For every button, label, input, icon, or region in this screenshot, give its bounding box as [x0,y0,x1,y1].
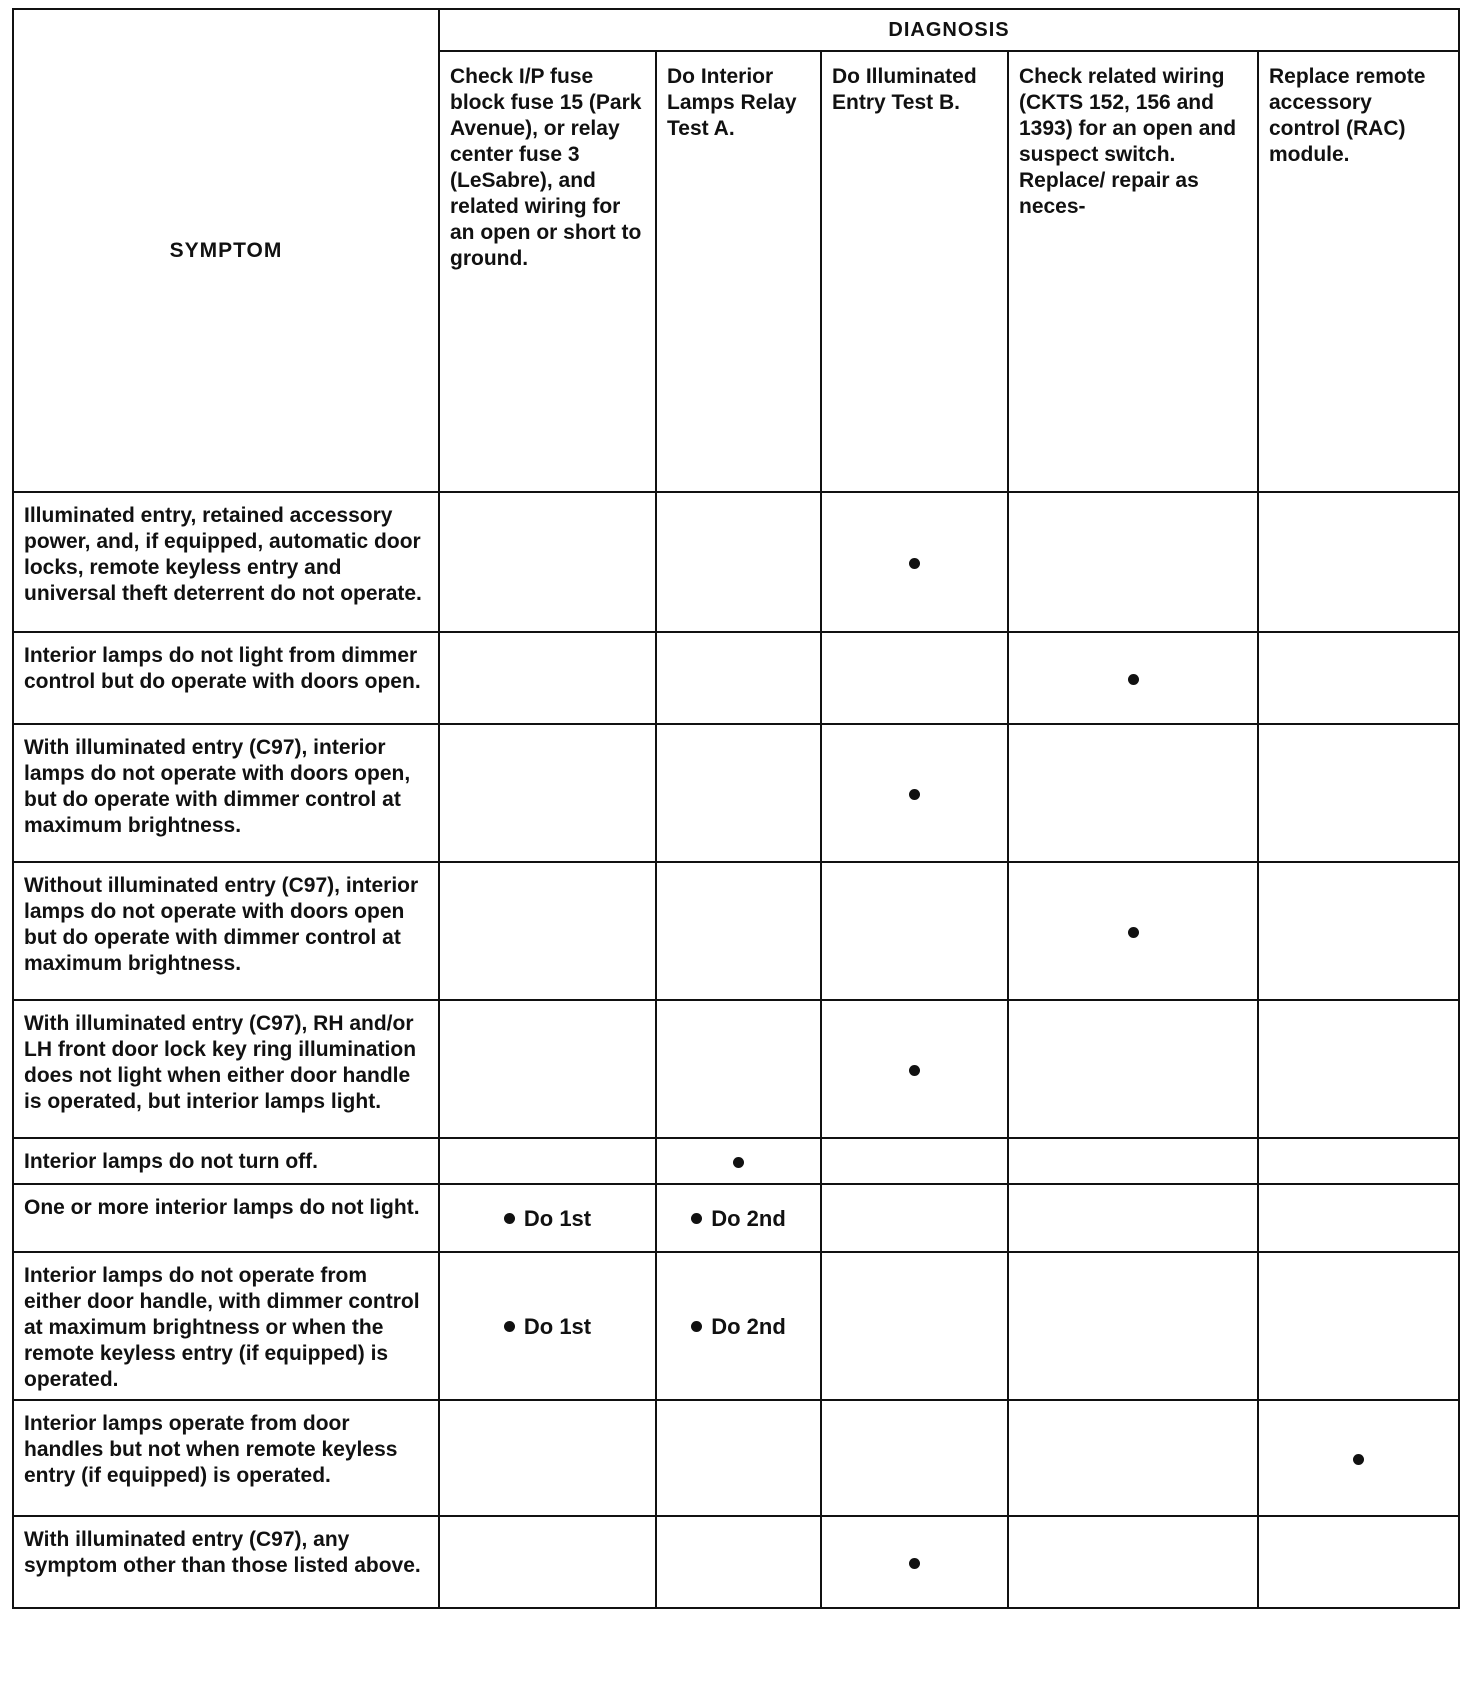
table-row [13,1138,1459,1184]
table-row [13,632,1459,724]
diagnosis-mark-cell [656,1516,821,1608]
diagnosis-mark-cell [1258,1516,1459,1608]
diagnosis-mark-cell [656,1184,821,1252]
diagnosis-mark-cell [821,724,1008,862]
diagnosis-mark-cell [439,1400,656,1516]
diagnosis-column-rac-replace: Replace remote accessory control (RAC) module. [1258,51,1459,492]
table-header-row-top [13,9,1459,51]
diagnosis-mark-cell [656,1138,821,1184]
table-body [13,492,1459,1608]
bullet-dot-icon [909,1558,920,1569]
diagnosis-mark-cell [1258,1000,1459,1138]
diagnosis-mark-cell [1258,1400,1459,1516]
diagnosis-header: DIAGNOSIS [439,9,1459,51]
diagnosis-mark-cell [821,1400,1008,1516]
diagnosis-table [12,8,1460,1609]
diagnosis-mark-cell [1008,1516,1258,1608]
diagnosis-mark-cell [821,1138,1008,1184]
table-row [13,1000,1459,1138]
diagnosis-mark-cell [821,1000,1008,1138]
diagnosis-mark-cell [439,1252,656,1400]
diagnosis-mark-cell [1008,1252,1258,1400]
diagnosis-mark-cell [439,862,656,1000]
diagnosis-mark-cell [439,492,656,632]
table-row [13,862,1459,1000]
diagnosis-mark-cell [656,1400,821,1516]
symptom-cell: With illuminated entry (C97), interior lamps do not operate with doors open, but do operate with dimmer control at maximum brightness. [13,724,439,862]
bullet-dot-icon [909,1065,920,1076]
diagnosis-column-wiring-check: Check related wiring (CKTS 152, 156 and 1393) for an open and suspect switch. Replace/ repair as neces- [1008,51,1258,492]
symptom-cell: Interior lamps do not turn off. [13,1138,439,1184]
diagnosis-mark-cell [821,1252,1008,1400]
diagnosis-mark-cell [1258,1252,1459,1400]
diagnosis-mark-cell [821,632,1008,724]
bullet-dot-icon [733,1157,744,1168]
symptom-cell: One or more interior lamps do not light. [13,1184,439,1252]
step-order-label: Do 2nd [711,1205,786,1231]
diagnosis-mark-cell [821,862,1008,1000]
diagnosis-mark-cell [821,1516,1008,1608]
diagnosis-mark-cell [1258,862,1459,1000]
diagnosis-mark-cell [1008,862,1258,1000]
diagnosis-column-relay-test: Do Interior Lamps Relay Test A. [656,51,821,492]
diagnosis-mark-cell [1008,1000,1258,1138]
symptom-cell: Interior lamps do not light from dimmer control but do operate with doors open. [13,632,439,724]
diagnosis-mark-cell [656,724,821,862]
diagnosis-mark-cell [1008,724,1258,862]
diagnosis-mark-cell [439,1516,656,1608]
bullet-dot-icon [1128,674,1139,685]
diagnosis-mark-cell [439,1184,656,1252]
bullet-dot-icon [504,1213,515,1224]
diagnosis-column-entry-test: Do Illuminated Entry Test B. [821,51,1008,492]
step-order-label: Do 1st [523,1313,592,1339]
bullet-dot-icon [691,1321,702,1332]
diagnosis-mark-cell [439,1000,656,1138]
symptom-cell: Interior lamps do not operate from either door handle, with dimmer control at maximum brightness or when the remote keyless entry (if equipped) is operated. [13,1252,439,1400]
diagnosis-mark-cell [821,1184,1008,1252]
bullet-dot-icon [1353,1454,1364,1465]
diagnosis-mark-cell [1258,1184,1459,1252]
bullet-dot-icon [504,1321,515,1332]
bullet-dot-icon [1128,927,1139,938]
symptom-cell: Illuminated entry, retained accessory power, and, if equipped, automatic door locks, remote keyless entry and universal theft deterrent do not operate. [13,492,439,632]
symptom-column-header: SYMPTOM [13,9,439,492]
symptom-cell: Interior lamps operate from door handles but not when remote keyless entry (if equipped) is operated. [13,1400,439,1516]
diagnosis-mark-cell [821,492,1008,632]
diagnosis-mark-cell [1008,632,1258,724]
symptom-cell: With illuminated entry (C97), RH and/or LH front door lock key ring illumination does not light when either door handle is operated, but interior lamps light. [13,1000,439,1138]
symptom-cell: Without illuminated entry (C97), interior lamps do not operate with doors open but do operate with dimmer control at maximum brightness. [13,862,439,1000]
table-row [13,492,1459,632]
diagnosis-mark-cell [656,632,821,724]
diagnosis-mark-cell [656,1000,821,1138]
diagnosis-mark-cell [656,1252,821,1400]
diagnosis-mark-cell [1258,1138,1459,1184]
table-row [13,1400,1459,1516]
symptom-cell: With illuminated entry (C97), any symptom other than those listed above. [13,1516,439,1608]
diagnosis-mark-cell [1008,1138,1258,1184]
bullet-dot-icon [691,1213,702,1224]
diagnosis-mark-cell [1008,1184,1258,1252]
diagnosis-mark-cell [1258,724,1459,862]
diagnosis-mark-cell [439,632,656,724]
diagnosis-mark-cell [439,724,656,862]
diagnosis-mark-cell [1008,492,1258,632]
step-order-label: Do 1st [523,1205,592,1231]
diagnosis-mark-cell [1258,492,1459,632]
table-row [13,1252,1459,1400]
step-order-label: Do 2nd [711,1313,786,1339]
bullet-dot-icon [909,789,920,800]
bullet-dot-icon [909,558,920,569]
diagnosis-column-fuse-check: Check I/P fuse block fuse 15 (Park Avenue), or relay center fuse 3 (LeSabre), and related wiring for an open or short to ground. [439,51,656,492]
diagnosis-mark-cell [1258,632,1459,724]
diagnosis-mark-cell [656,492,821,632]
diagnosis-mark-cell [439,1138,656,1184]
table-row [13,1516,1459,1608]
table-row [13,724,1459,862]
diagnosis-mark-cell [656,862,821,1000]
table-row [13,1184,1459,1252]
diagnosis-mark-cell [1008,1400,1258,1516]
